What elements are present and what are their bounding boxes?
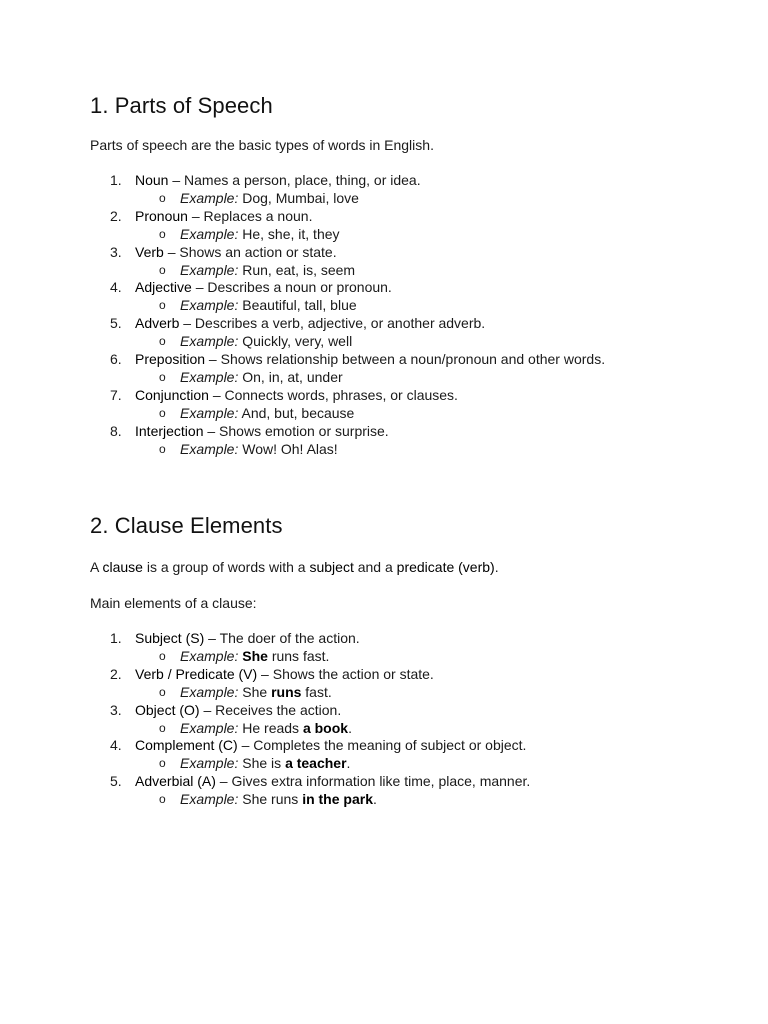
item-description: – Connects words, phrases, or clauses. [208,386,458,403]
text: . [494,559,499,575]
example-label: Example: [180,368,239,385]
example-line [135,262,728,280]
item-description: – Shows emotion or surprise. [203,422,389,439]
example-label: Example: [180,755,239,772]
bullet-icon: o [159,298,166,313]
list-item [90,737,728,773]
example-line [135,405,728,423]
example-line [135,755,728,773]
item-term: Adjective [135,279,192,296]
item-description: – Completes the meaning of subject or object. [237,737,527,754]
example-label: Example: [180,791,239,808]
keyword: predicate (verb) [396,559,495,575]
item-term: Verb / Predicate (V) [135,665,258,682]
example-text: Run, eat, is, seem [238,261,356,278]
bullet-icon: o [159,190,166,205]
item-number: 1. [110,630,122,646]
example-text: On, in, at, under [238,368,343,385]
list-item [90,702,728,738]
item-term: Adverb [135,315,180,332]
keyword: subject [309,559,354,575]
list-item [90,315,728,351]
item-term: Adverbial (A) [135,773,216,790]
list-item [90,666,728,702]
example-text: fast. [301,683,332,700]
parts-of-speech-list [90,172,728,459]
subheading: Main elements of a clause: [90,595,257,611]
list-item [90,208,728,244]
example-text: . [346,755,351,772]
item-definition [135,351,728,369]
example-highlight: a teacher [285,755,347,772]
bullet-icon: o [159,334,166,349]
item-description: – Replaces a noun. [187,207,313,224]
list-item [90,244,728,280]
item-number: 4. [110,737,122,754]
item-number: 5. [110,773,122,790]
section-heading: 1. Parts of Speech [90,93,273,118]
list-item [90,387,728,423]
item-definition [135,630,728,648]
example-line [135,648,728,666]
example-text: Beautiful, tall, blue [238,297,357,314]
bullet-icon: o [159,720,166,735]
example-label: Example: [180,683,239,700]
item-description: – Shows an action or state. [163,243,337,260]
example-line [135,791,728,809]
item-definition [135,208,728,226]
list-item [90,630,728,666]
example-text: Quickly, very, well [238,333,353,350]
example-text: He reads [238,719,303,736]
example-highlight: in the park [302,791,373,808]
example-label: Example: [180,261,239,278]
bullet-icon: o [159,756,166,771]
item-term: Preposition [135,351,206,368]
example-label: Example: [180,333,239,350]
bullet-icon: o [159,226,166,241]
intro-paragraph [90,558,728,576]
example-label: Example: [180,189,239,206]
item-definition [135,315,728,333]
item-definition [135,737,728,755]
item-term: Interjection [135,422,204,439]
item-number: 2. [110,207,122,224]
example-label: Example: [180,297,239,314]
item-description: – Gives extra information like time, place, manner. [215,773,531,790]
item-term: Pronoun [135,207,188,224]
bullet-icon: o [159,441,166,456]
item-number: 2. [110,665,122,682]
item-description: – Describes a verb, adjective, or another adverb. [179,315,486,332]
list-item [90,172,728,208]
example-line [135,684,728,702]
item-description: – Shows the action or state. [257,665,434,682]
item-number: 1. [110,172,122,188]
example-text: Dog, Mumbai, love [238,189,359,206]
example-label: Example: [180,719,239,736]
example-label: Example: [180,440,239,457]
text: A [90,559,103,575]
example-highlight: runs [271,683,302,700]
section-heading: 2. Clause Elements [90,513,283,538]
example-line [135,333,728,351]
bullet-icon: o [159,262,166,277]
list-item [90,351,728,387]
example-text: . [348,719,352,736]
example-line [135,226,728,244]
example-label: Example: [180,404,239,421]
list-item [90,773,728,809]
example-line [135,720,728,738]
bullet-icon: o [159,369,166,384]
bullet-icon: o [159,648,166,663]
item-term: Verb [135,243,164,260]
item-definition [135,387,728,405]
example-text: She runs [238,791,303,808]
item-term: Conjunction [135,386,209,403]
item-number: 5. [110,315,122,332]
item-term: Noun [135,172,169,188]
example-text: He, she, it, they [238,225,340,242]
item-term: Object (O) [135,701,200,718]
example-line [135,441,728,459]
intro-paragraph: Parts of speech are the basic types of words in English. [90,137,434,153]
item-description: – Shows relationship between a noun/pronoun and other words. [205,351,606,368]
item-number: 6. [110,351,122,368]
item-number: 7. [110,386,122,403]
text: and a [353,559,397,575]
bullet-icon: o [159,405,166,420]
item-description: – Describes a noun or pronoun. [191,279,392,296]
item-description: – Receives the action. [199,701,342,718]
example-label: Example: [180,225,239,242]
item-definition [135,172,728,190]
example-text: runs fast. [267,647,330,664]
item-description: – Names a person, place, thing, or idea. [168,172,421,188]
item-definition [135,773,728,791]
section-clause-elements [90,512,728,809]
keyword: clause [102,559,143,575]
example-text: And, but, because [238,404,355,421]
item-definition [135,244,728,262]
example-highlight: She [242,647,268,664]
item-number: 3. [110,701,122,718]
list-item [90,279,728,315]
item-number: 3. [110,243,122,260]
section-parts-of-speech [90,92,728,459]
example-label: Example: [180,647,239,664]
example-text: She is [238,755,286,772]
item-number: 8. [110,422,122,439]
item-description: – The doer of the action. [204,630,360,646]
item-definition [135,702,728,720]
example-text: . [372,791,377,808]
example-line [135,369,728,387]
example-line [135,190,728,208]
bullet-icon: o [159,792,166,807]
example-line [135,297,728,315]
item-number: 4. [110,279,122,296]
text: is a group of words with a [142,559,310,575]
bullet-icon: o [159,684,166,699]
list-item [90,423,728,459]
item-definition [135,279,728,297]
item-definition [135,666,728,684]
item-term: Subject (S) [135,630,205,646]
item-definition [135,423,728,441]
example-highlight: a book [302,719,349,736]
example-text: She [238,683,272,700]
example-text: Wow! Oh! Alas! [238,440,338,457]
clause-elements-list [90,630,728,809]
item-term: Complement (C) [135,737,238,754]
